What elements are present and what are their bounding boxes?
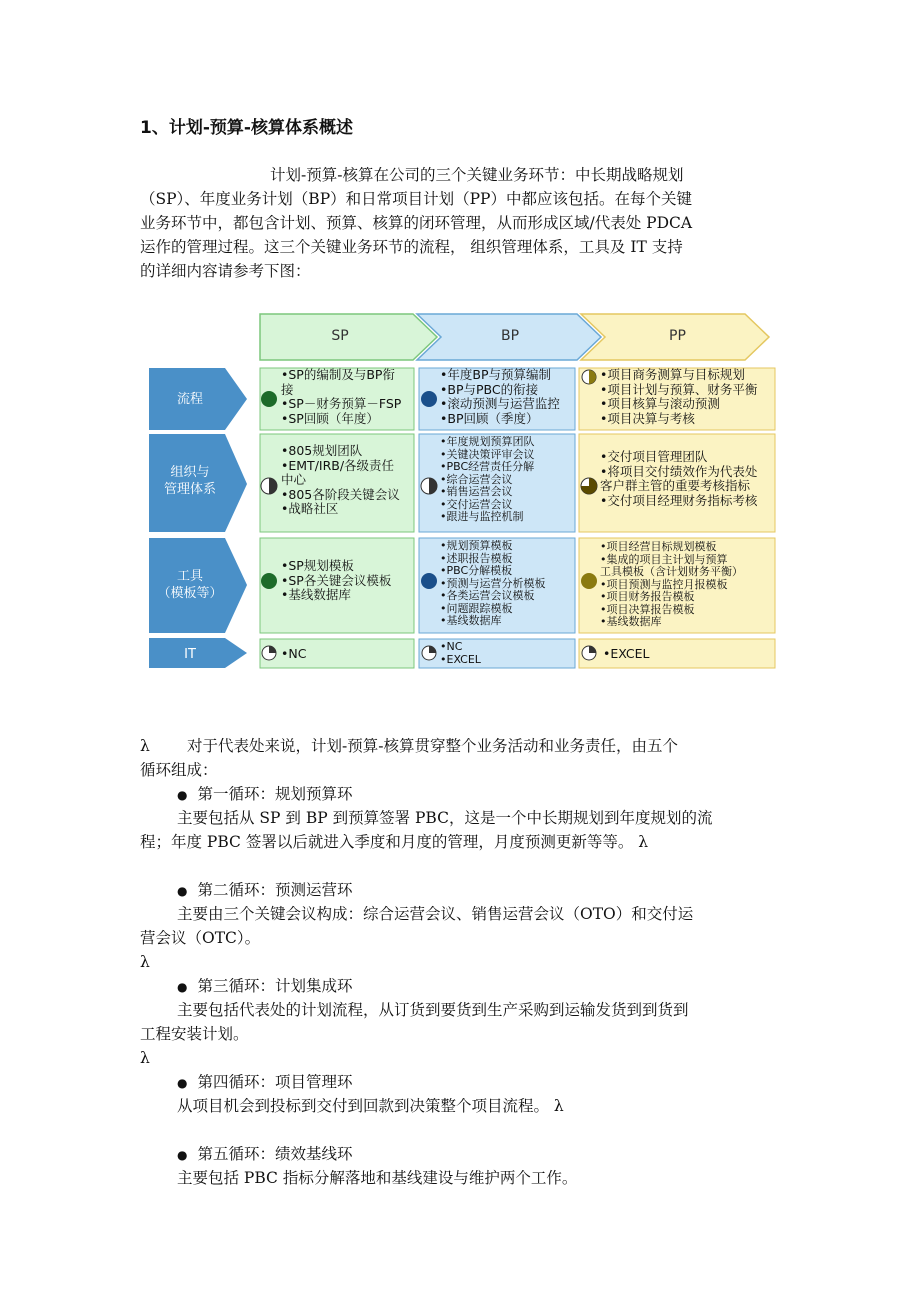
column-header-pp: PP bbox=[669, 328, 686, 344]
bullet-icon: ● bbox=[177, 788, 188, 802]
list-item: •PBC分解模板 bbox=[440, 564, 513, 577]
list-item: •项目计划与预算、财务平衡 bbox=[600, 381, 758, 397]
list-item: •SP的编制及与BP衔 bbox=[281, 368, 395, 382]
list-item: •规划预算模板 bbox=[440, 540, 513, 552]
quarter-circle-icon bbox=[582, 646, 596, 660]
list-item: •交付项目管理团队 bbox=[600, 450, 708, 464]
loop-line: λ bbox=[140, 1049, 150, 1067]
list-item: •805规划团队 bbox=[281, 444, 363, 458]
row-label-org: 组织与 管理体系 bbox=[163, 465, 216, 497]
list-item: •PBC经营责任分解 bbox=[440, 460, 535, 473]
half-circle-icon bbox=[421, 478, 437, 494]
list-item: •基线数据库 bbox=[440, 614, 502, 627]
list-item: •BP与PBC的衔接 bbox=[440, 381, 539, 397]
list-item: •805各阶段关键会议 bbox=[281, 486, 400, 502]
loop-line: 主要包括从 SP 到 BP 到预算签署 PBC，这是一个中长期规划到年度规划的流 bbox=[177, 809, 713, 827]
cell-it-pp bbox=[603, 647, 773, 662]
loop-title-text: 第四循环：项目管理环 bbox=[197, 1073, 353, 1091]
section-heading: 1、计划-预算-核算体系概述 bbox=[140, 118, 353, 138]
list-item: •项目商务测算与目标规划 bbox=[600, 368, 745, 382]
lambda-marker: λ bbox=[140, 737, 150, 755]
list-item: •BP回顾（季度） bbox=[440, 410, 539, 426]
list-item: •销售运营会议 bbox=[440, 485, 513, 498]
cell-org-sp bbox=[281, 444, 414, 517]
intro-line: 运作的管理过程。这三个关键业务环节的流程， 组织管理体系，工具及 IT 支持 bbox=[140, 238, 683, 256]
bullet-icon: ● bbox=[177, 980, 188, 994]
bullet-icon: ● bbox=[177, 884, 188, 898]
loop-title bbox=[177, 782, 353, 807]
cell-process-sp bbox=[281, 368, 414, 426]
list-item: •基线数据库 bbox=[600, 615, 662, 628]
list-item: •年度BP与预算编制 bbox=[440, 368, 551, 382]
loop-line: λ bbox=[140, 953, 150, 971]
loop-line: 营会议（OTC）。 bbox=[140, 929, 261, 947]
loop-title-text: 第三循环：计划集成环 bbox=[197, 977, 353, 995]
half-circle-icon bbox=[582, 370, 596, 384]
full-circle-icon bbox=[421, 391, 437, 407]
cell-tools-sp bbox=[281, 559, 414, 603]
quarter-circle-icon bbox=[422, 646, 436, 660]
quarter-circle-icon bbox=[262, 646, 276, 660]
intro-line: 业务环节中，都包含计划、预算、核算的闭环管理，从而形成区域/代表处 PDCA bbox=[140, 214, 693, 232]
cell-process-pp bbox=[600, 368, 775, 426]
cell-org-bp bbox=[440, 436, 575, 524]
cell-tools-bp bbox=[440, 540, 575, 628]
row-label-process: 流程 bbox=[176, 392, 203, 407]
list-item: •关键决策评审会议 bbox=[440, 447, 535, 461]
list-item: •交付项目经理财务指标考核 bbox=[600, 492, 758, 508]
list-item: 客户群主管的重要考核指标 bbox=[600, 478, 751, 493]
full-circle-icon bbox=[581, 573, 597, 589]
row-label-it: IT bbox=[184, 647, 196, 662]
list-item: •跟进与监控机制 bbox=[440, 510, 524, 523]
loop-line: 主要包括代表处的计划流程，从订货到要货到生产采购到运输发货到到货到 bbox=[177, 1001, 689, 1019]
full-circle-icon bbox=[261, 391, 277, 407]
loop-line: 主要包括 PBC 指标分解落地和基线建设与维护两个工作。 bbox=[177, 1169, 578, 1187]
list-item: •SP－财务预算－FSP bbox=[281, 396, 402, 411]
list-item: •EXCEL bbox=[440, 652, 481, 666]
cell-it-sp bbox=[281, 647, 414, 662]
half-circle-icon bbox=[261, 478, 277, 494]
full-circle-icon bbox=[421, 573, 437, 589]
list-item: •预测与运营分析模板 bbox=[440, 576, 546, 590]
loop-line: 主要由三个关键会议构成：综合运营会议、销售运营会议（OTO）和交付运 bbox=[177, 905, 694, 923]
intro-line: 计划-预算-核算在公司的三个关键业务环节：中长期战略规划 bbox=[270, 166, 684, 184]
list-item: •交付运营会议 bbox=[440, 497, 513, 511]
list-item: •SP回顾（年度） bbox=[281, 410, 379, 426]
list-item: 接 bbox=[281, 381, 294, 397]
list-item: •问题跟踪模板 bbox=[440, 601, 513, 615]
three-quarter-circle-icon bbox=[581, 478, 597, 494]
loop-title-text: 第五循环：绩效基线环 bbox=[197, 1145, 353, 1163]
loop-title-text: 第一循环：规划预算环 bbox=[197, 785, 353, 803]
column-header-sp: SP bbox=[331, 328, 349, 344]
loops-intro-line: 循环组成： bbox=[140, 761, 218, 779]
loops-intro-line: 对于代表处来说，计划-预算-核算贯穿整个业务活动和业务责任，由五个 bbox=[187, 737, 678, 755]
column-header-bp: BP bbox=[500, 328, 520, 344]
list-item: •基线数据库 bbox=[281, 587, 351, 602]
bullet-icon: ● bbox=[177, 1076, 188, 1090]
list-item: •项目核算与滚动预测 bbox=[600, 396, 720, 411]
intro-line: 的详细内容请参考下图： bbox=[140, 262, 311, 280]
list-item: 中心 bbox=[281, 472, 307, 487]
list-item: •EXCEL bbox=[603, 647, 650, 661]
list-item: •SP各关键会议模板 bbox=[281, 572, 392, 588]
list-item: •NC bbox=[281, 647, 307, 661]
loop-title-text: 第二循环：预测运营环 bbox=[197, 881, 353, 899]
list-item: •年度规划预算团队 bbox=[440, 436, 535, 448]
loop-line: 程；年度 PBC 签署以后就进入季度和月度的管理，月度预测更新等等。 λ bbox=[140, 833, 649, 851]
full-circle-icon bbox=[261, 573, 277, 589]
list-item: •项目决算报告模板 bbox=[600, 602, 695, 616]
list-item: 工具模板（含计划财务平衡） bbox=[600, 565, 743, 578]
plan-budget-accounting-diagram bbox=[145, 310, 777, 672]
loop-title bbox=[177, 878, 353, 903]
list-item: •滚动预测与运营监控 bbox=[440, 396, 560, 411]
loop-line: 工程安装计划。 bbox=[140, 1025, 249, 1043]
list-item: •项目决算与考核 bbox=[600, 410, 695, 426]
row-label-tools: 工具 （模板等） bbox=[157, 569, 223, 601]
list-item: •述职报告模板 bbox=[440, 551, 513, 565]
cell-tools-pp bbox=[600, 541, 775, 629]
list-item: •SP规划模板 bbox=[281, 559, 354, 573]
loop-title bbox=[177, 1070, 353, 1095]
list-item: •将项目交付绩效作为代表处 bbox=[600, 463, 758, 479]
list-item: •NC bbox=[440, 641, 463, 653]
intro-line: （SP）、年度业务计划（BP）和日常项目计划（PP）中都应该包括。在每个关键 bbox=[140, 190, 692, 208]
list-item: •EMT/IRB/各级责任 bbox=[281, 457, 395, 473]
list-item: •综合运营会议 bbox=[440, 472, 513, 486]
bullet-icon: ● bbox=[177, 1148, 188, 1162]
loop-line: 从项目机会到投标到交付到回款到决策整个项目流程。 λ bbox=[177, 1097, 564, 1115]
list-item: •项目经营目标规划模板 bbox=[600, 541, 717, 553]
loop-title bbox=[177, 974, 353, 999]
cell-org-pp bbox=[600, 450, 775, 508]
list-item: •战略社区 bbox=[281, 501, 339, 516]
cell-it-bp bbox=[440, 641, 575, 666]
list-item: •项目预测与监控月报模板 bbox=[600, 577, 728, 591]
loop-title bbox=[177, 1142, 353, 1167]
cell-process-bp bbox=[440, 368, 575, 426]
list-item: •各类运营会议模板 bbox=[440, 589, 535, 602]
list-item: •项目财务报告模板 bbox=[600, 590, 695, 603]
list-item: •集成的项目主计划与预算 bbox=[600, 552, 728, 566]
